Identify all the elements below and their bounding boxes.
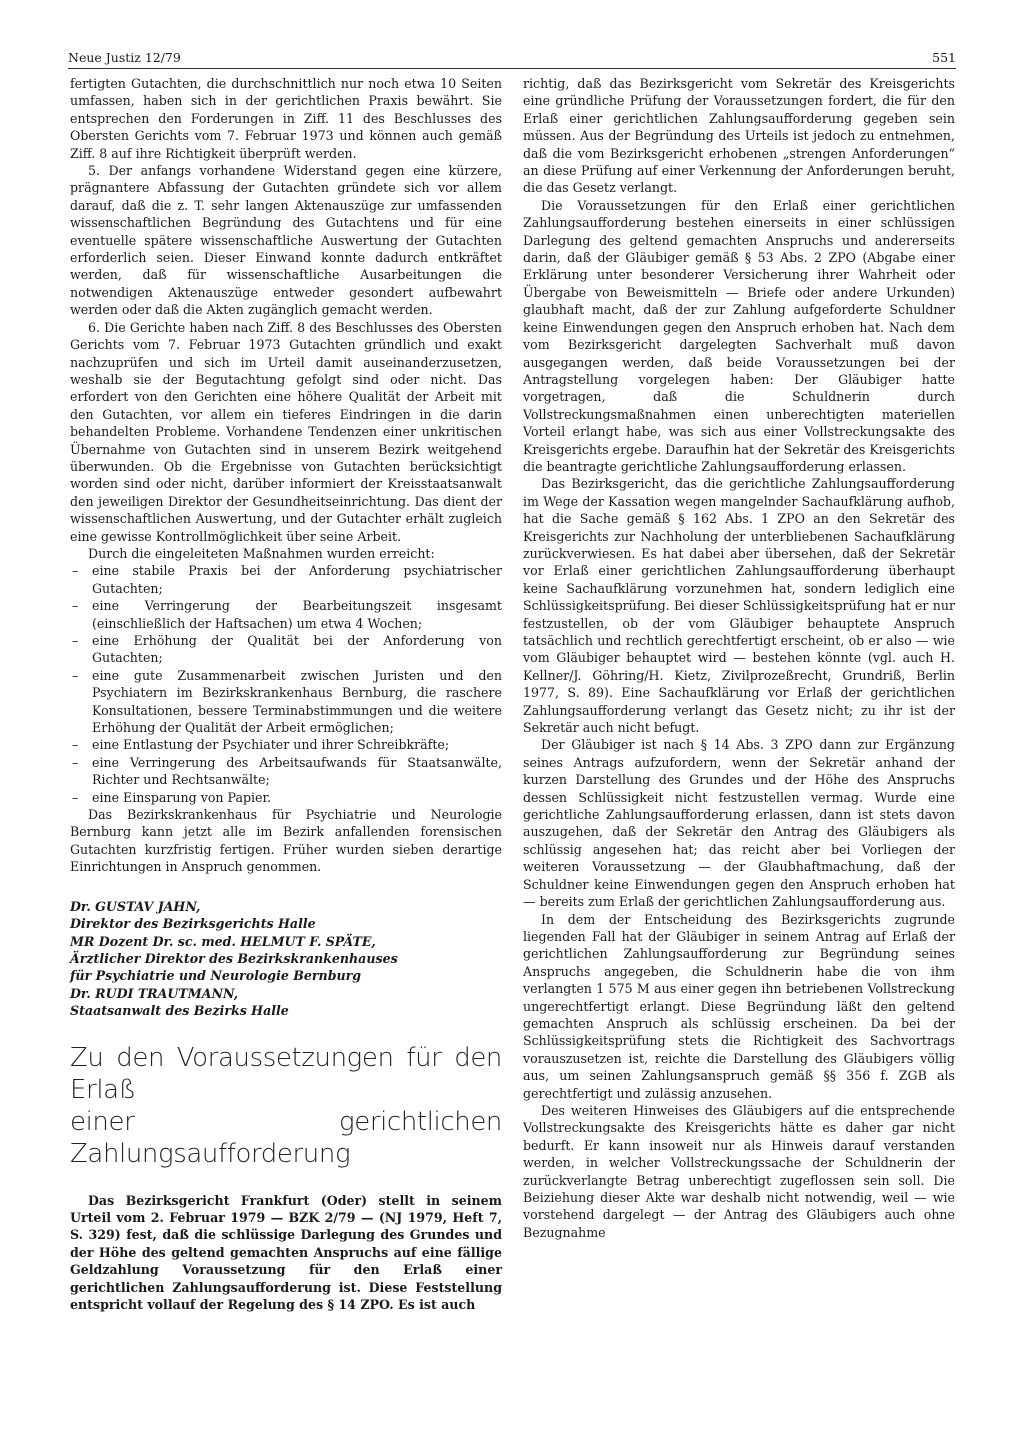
right-column bbox=[523, 75, 955, 1241]
signature-line: Ärztlicher Direktor des Bezirkskrankenhauses bbox=[70, 950, 398, 966]
article-title-line: einer gerichtlichen Zahlungsaufforderung bbox=[70, 1106, 502, 1169]
list-intro: Durch die eingeleiteten Maßnahmen wurden erreicht: bbox=[88, 545, 435, 561]
list-item: – eine stabile Praxis bei der Anforderung psychiatrischer Gutachten; bbox=[70, 562, 502, 597]
list-item: – eine Erhöhung der Qualität bei der Anforderung von Gutachten; bbox=[70, 632, 502, 667]
list-item: – eine gute Zusammenarbeit zwischen Juristen und den Psychiatern im Bezirkskrankenhaus Bernburg, die raschere Konsultationen, bessere Terminabstimmungen und die weitere Erhöhung der Qualität der Arbeit ermöglichen; bbox=[70, 667, 502, 737]
article-lead: Das Bezirksgericht Frankfurt (Oder) stellt in seinem Urteil vom 2. Februar 1979 — BZK 2/79 — (NJ 1979, Heft 7, S. 329) fest, daß die schlüssige Darlegung des Grundes und der Höhe des geltend gemachten Anspruchs auf eine fällige Geldzahlung Voraussetzung für den Erlaß einer gerichtlichen Zahlungsaufforderung ist. Diese Feststellung entspricht vollauf der Regelung des § 14 ZPO. Es ist auch bbox=[70, 1192, 502, 1312]
list-item: – eine Entlastung der Psychiater und ihrer Schreibkräfte; bbox=[70, 736, 502, 753]
author-signatures bbox=[70, 898, 502, 1020]
page-number: 551 bbox=[932, 50, 956, 65]
article-title-line: Zu den Voraussetzungen für den Erlaß bbox=[70, 1042, 502, 1105]
paragraph: 5. Der anfangs vorhandene Widerstand gegen eine kürzere, prägnantere Abfassung der Gutachten gründete sich vor allem darauf, daß die z. T. sehr langen Aktenauszüge zur umfassenden wissenschaftlichen Begründung des Gutachtens und für eine eventuelle spätere wissenschaftliche Auswertung der Gutachten erforderlich seien. Dieser Einwand konnte dadurch entkräftet werden, daß für wissenschaftliche Ausarbeitungen die notwendigen Aktenauszüge entweder gesondert aufbewahrt werden oder daß die Akten zugänglich gemacht werden. bbox=[70, 163, 502, 318]
paragraph: Des weiteren Hinweises des Gläubigers auf die entsprechende Vollstreckungsakte des Kreisgerichts hätte es daher gar nicht bedurft. Er kann insoweit nur als Hinweis darauf verstanden werden, in welcher Vollstreckungssache der Schuldnerin der zurückverlangte Betrag unberechtigt zugeflossen sein soll. Die Beiziehung dieser Akte war deshalb nicht notwendig, weil — wie vorstehend dargelegt — der Antrag des Gläubigers auch ohne Bezugnahme bbox=[523, 1102, 955, 1240]
signature-line: für Psychiatrie und Neurologie Bernburg bbox=[70, 968, 362, 984]
running-header bbox=[68, 48, 956, 69]
paragraph: 6. Die Gerichte haben nach Ziff. 8 des Beschlusses des Obersten Gerichts vom 7. Februar 1973 Gutachten gründlich und exakt nachzuprüfen und sich im Urteil damit auseinanderzusetzen, weshalb sie der Begutachtung gefolgt sind oder nicht. Das erfordert von den Gerichten eine höhere Qualität der Arbeit mit den Gutachten, vor allem ein tieferes Eindringen in die darin behandelten Probleme. Vorhandene Tendenzen einer unkritischen Übernahme von Gutachten sind in unserem Bezirk weitgehend überwunden. Ob die Ergebnisse von Gutachten berücksichtigt worden sind oder nicht, darüber informiert der Kreisstaatsanwalt den jeweiligen Direktor der Gesundheitseinrichtung. Das dient der wissenschaftlichen Auswertung, und der Gutachter erhält zugleich eine gewisse Kontrollmöglichkeit über seine Arbeit. bbox=[70, 319, 502, 544]
paragraph: Der Gläubiger ist nach § 14 Abs. 3 ZPO dann zur Ergänzung seines Antrags aufzufordern, wenn der Sekretär anhand der kurzen Darstellung des Grundes und der Höhe des Anspruchs dessen Schlüssigkeit nicht festzustellen vermag. Wurde eine gerichtliche Zahlungsaufforderung erlassen, dann ist stets davon auszugehen, daß der Sekretär den Antrag des Gläubigers als schlüssig angesehen hat; das reicht aber bei Vorliegen der weiteren Voraussetzung — der Glaubhaftmachung, daß der Schuldner keine Einwendungen gegen den Anspruch erhoben hat — bereits zum Erlaß der gerichtlichen Zahlungsaufforderung aus. bbox=[523, 737, 955, 910]
left-column bbox=[70, 75, 502, 1313]
signature-line: Staatsanwalt des Bezirks Halle bbox=[70, 1003, 289, 1019]
paragraph: richtig, daß das Bezirksgericht vom Sekretär des Kreisgerichts eine gründliche Prüfung der Voraussetzungen fordert, die für den Erlaß einer gerichtlichen Zahlungsaufforderung gegeben sein müssen. Aus der Begründung des Urteils ist jedoch zu entnehmen, daß die vom Bezirksgericht erhobenen „strengen Anforderungen“ an diese Prüfung auf einer Verkennung der Anforderungen beruht, die das Gesetz verlangt. bbox=[523, 76, 955, 196]
signature-line: Dr. RUDI TRAUTMANN, bbox=[70, 985, 239, 1001]
signature-line: Direktor des Bezirksgerichts Halle bbox=[70, 916, 316, 932]
paragraph: Das Bezirksgericht, das die gerichtliche Zahlungsaufforderung im Wege der Kassation wegen mangelnder Sachaufklärung aufhob, hat die Sache gemäß § 162 Abs. 1 ZPO an den Sekretär des Kreisgerichts zur Nachholung der unterbliebenen Sachaufklärung zurückverwiesen. Es hat dabei aber übersehen, daß der Sekretär vor Erlaß einer gerichtlichen Zahlungsaufforderung überhaupt keine Sachaufklärung vorzunehmen hat, sondern lediglich eine Schlüssigkeitsprüfung. Bei dieser Schlüssigkeitsprüfung hat er nur festzustellen, ob der vom Gläubiger behauptete Anspruch tatsächlich und rechtlich gerechtfertigt erscheint, ob er also — wie vom Gläubiger behauptet wird — bestehen könnte (vgl. auch H. Kellner/J. Göhring/H. Kietz, Zivilprozeßrecht, Grundriß, Berlin 1977, S. 89). Eine Sachaufklärung vor Erlaß der gerichtlichen Zahlungsaufforderung verlangt das Gesetz nicht; zu ihr ist der Sekretär auch nicht befugt. bbox=[523, 476, 955, 736]
paragraph: fertigten Gutachten, die durchschnittlich nur noch etwa 10 Seiten umfassen, haben sich in der gerichtlichen Praxis bewährt. Sie entsprechen den Forderungen in Ziff. 11 des Beschlusses des Obersten Gerichts vom 7. Februar 1973 und können auch gemäß Ziff. 8 auf ihre Richtigkeit überprüft werden. bbox=[70, 76, 502, 161]
journal-issue: Neue Justiz 12/79 bbox=[68, 50, 181, 65]
list-item: – eine Verringerung des Arbeitsaufwands für Staatsanwälte, Richter und Rechtsanwälte; bbox=[70, 754, 502, 789]
results-list bbox=[70, 562, 502, 806]
list-item: – eine Einsparung von Papier. bbox=[70, 789, 502, 806]
paragraph: Das Bezirkskrankenhaus für Psychiatrie und Neurologie Bernburg kann jetzt alle im Bezirk anfallenden forensischen Gutachten kurzfristig fertigen. Früher wurden sieben derartige Einrichtungen in Anspruch genommen. bbox=[70, 807, 502, 875]
signature-line: Dr. GUSTAV JAHN, bbox=[70, 898, 201, 914]
article-title bbox=[70, 1042, 502, 1170]
list-item: – eine Verringerung der Bearbeitungszeit insgesamt (einschließlich der Haftsachen) um etwa 4 Wochen; bbox=[70, 597, 502, 632]
signature-line: MR Dozent Dr. sc. med. HELMUT F. SPÄTE, bbox=[70, 933, 376, 949]
paragraph: Die Voraussetzungen für den Erlaß einer gerichtlichen Zahlungsaufforderung bestehen einerseits in einer schlüssigen Darlegung des geltend gemachten Anspruchs und andererseits darin, daß der Gläubiger gemäß § 53 Abs. 2 ZPO (Abgabe einer Erklärung unter besonderer Versicherung ihrer Wahrheit oder Übergabe von Beweismitteln — Briefe oder andere Urkunden) glaubhaft macht, daß der zur Zahlung aufgeforderte Schuldner keine Einwendungen gegen den Anspruch erhoben hat. Nach dem vom Bezirksgericht dargelegten Sachverhalt muß davon ausgegangen werden, daß beide Voraussetzungen bei der Antragstellung vorgelegen haben: Der Gläubiger hatte vorgetragen, daß die Schuldnerin durch Vollstreckungsmaßnahmen einen unberechtigten materiellen Vorteil erlangt habe, was sich aus einer Vollstreckungsakte des Kreisgerichts ergebe. Daraufhin hat der Sekretär des Kreisgerichts die beantragte gerichtliche Zahlungsaufforderung erlassen. bbox=[523, 197, 955, 474]
paragraph: In dem der Entscheidung des Bezirksgerichts zugrunde liegenden Fall hat der Gläubiger in seinem Antrag auf Erlaß der gerichtlichen Zahlungsaufforderung zur Begründung seines Anspruchs angegeben, die Schuldnerin habe die von ihm verlangten 1 575 M aus einer gegen ihn betriebenen Vollstreckung ungerechtfertigt erlangt. Diese Begründung läßt den geltend gemachten Anspruch als schlüssig erscheinen. Da bei der Schlüssigkeitsprüfung stets die Richtigkeit des Sachvortrags vorauszusetzen ist, reichte die Darstellung des Gläubigers völlig aus, um seinen Zahlungsanspruch gemäß §§ 356 f. ZGB als gerechtfertigt und zulässig anzusehen. bbox=[523, 911, 955, 1101]
